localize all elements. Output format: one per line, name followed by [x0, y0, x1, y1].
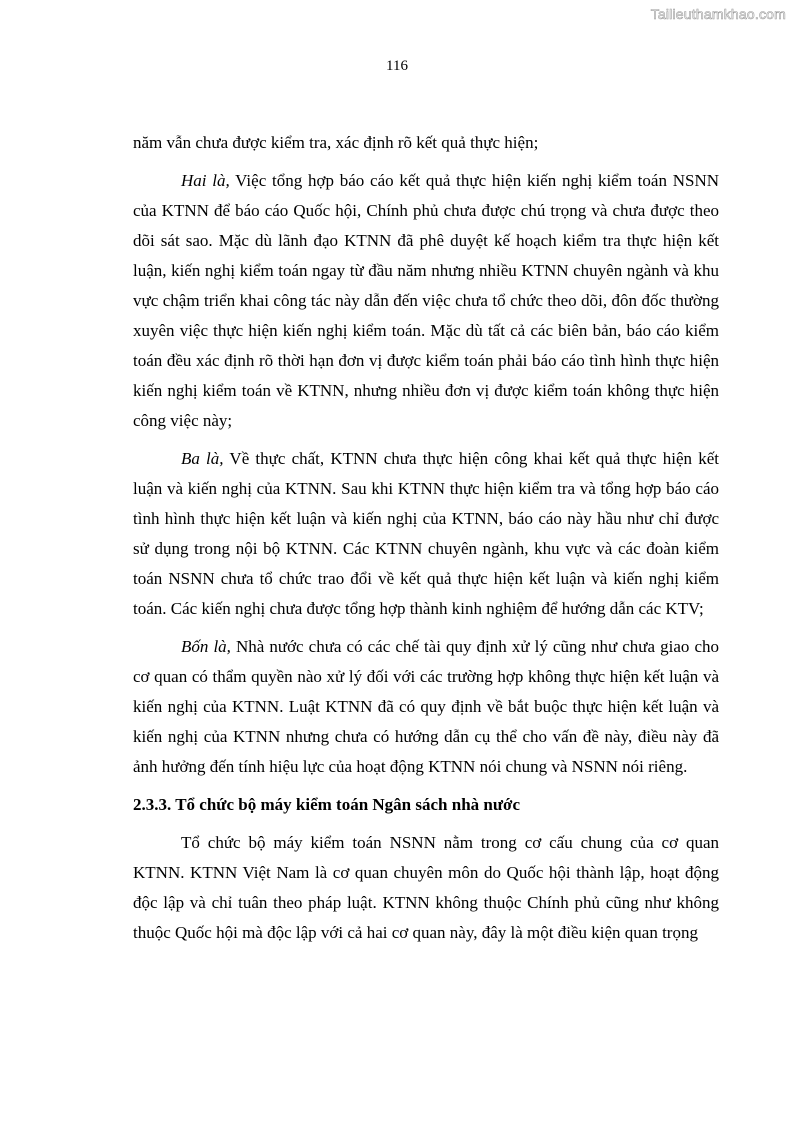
paragraph-lead: Hai là,	[181, 171, 230, 190]
paragraph-text: Nhà nước chưa có các chế tài quy định xử lý cũng như chưa giao cho cơ quan có thẩm quyền nào xử lý đối với các trường hợp không thực hiện kết luận và kiến nghị của KTNN. Luật KTNN đã có quy định về bắt buộc thực hiện kết luận và kiến nghị của KTNN nhưng chưa có hướng dẫn cụ thể cho vấn đề này, điều này đã ảnh hưởng đến tính hiệu lực của hoạt động KTNN nói chung và NSNN nói riêng.	[133, 637, 719, 776]
paragraph-bon-la	[133, 632, 719, 782]
section-heading: 2.3.3. Tổ chức bộ máy kiểm toán Ngân sách nhà nước	[133, 795, 521, 814]
paragraph-lead: Bốn là,	[181, 637, 231, 656]
paragraph-continuation	[133, 128, 719, 158]
page-number: 116	[386, 58, 408, 74]
paragraph-hai-la	[133, 166, 719, 436]
paragraph-lead: Ba là,	[181, 449, 224, 468]
paragraph-text: năm vẫn chưa được kiểm tra, xác định rõ kết quả thực hiện;	[133, 133, 539, 152]
paragraph-ba-la	[133, 444, 719, 624]
section-paragraph: Tổ chức bộ máy kiểm toán NSNN nằm trong cơ cấu chung của cơ quan KTNN. KTNN Việt Nam là cơ quan chuyên môn do Quốc hội thành lập, hoạt động độc lập và chỉ tuân theo pháp luật. KTNN không thuộc Chính phủ cũng như không thuộc Quốc hội mà độc lập với cả hai cơ quan này, đây là một điều kiện quan trọng	[133, 833, 719, 942]
document-body	[133, 128, 719, 956]
paragraph-text: Việc tổng hợp báo cáo kết quả thực hiện kiến nghị kiểm toán NSNN của KTNN để báo cáo Quốc hội, Chính phủ chưa được chú trọng và chưa được theo dõi sát sao. Mặc dù lãnh đạo KTNN đã phê duyệt kế hoạch kiểm tra thực hiện kết luận, kiến nghị kiểm toán ngay từ đầu năm nhưng nhiều KTNN chuyên ngành và khu vực chậm triển khai công tác này dẫn đến việc chưa tổ chức theo dõi, đôn đốc thường xuyên việc thực hiện kiến nghị kiểm toán. Mặc dù tất cả các biên bản, báo cáo kiểm toán đều xác định rõ thời hạn đơn vị được kiểm toán phải báo cáo tình hình thực hiện kiến nghị kiểm toán về KTNN, nhưng nhiều đơn vị được kiểm toán không thực hiện công việc này;	[133, 171, 719, 430]
paragraph-text: Về thực chất, KTNN chưa thực hiện công khai kết quả thực hiện kết luận và kiến nghị của KTNN. Sau khi KTNN thực hiện kiểm tra và tổng hợp báo cáo tình hình thực hiện kết luận và kiến nghị của KTNN, báo cáo này hầu như chỉ được sử dụng trong nội bộ KTNN. Các KTNN chuyên ngành, khu vực và các đoàn kiểm toán NSNN chưa tổ chức trao đổi về kết quả thực hiện kết luận và kiến nghị kiểm toán. Các kiến nghị chưa được tổng hợp thành kinh nghiệm để hướng dẫn các KTV;	[133, 449, 720, 618]
watermark-text: Tailieuthamkhao.com	[650, 6, 786, 22]
